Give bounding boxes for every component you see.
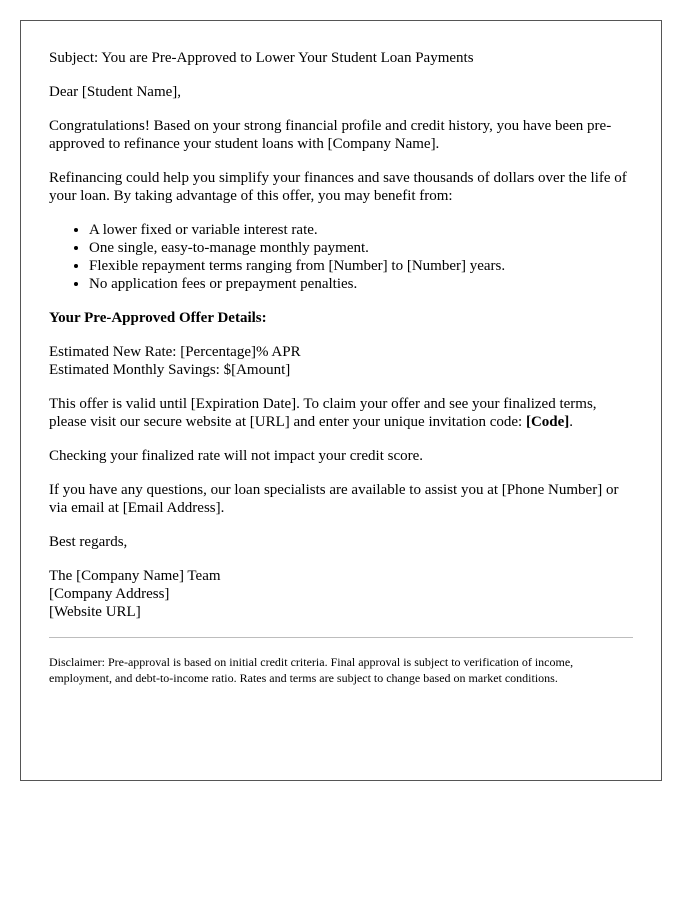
invitation-code: [Code]	[525, 414, 570, 430]
greeting: Dear [Student Name],	[49, 84, 182, 100]
signature-address: [Company Address]	[49, 586, 170, 602]
credit-note: Checking your finalized rate will not impact your credit score.	[49, 448, 424, 464]
offer-heading: Your Pre-Approved Offer Details:	[49, 310, 267, 326]
benefits-intro-paragraph: Refinancing could help you simplify your finances and save thousands of dollars over the life of your loan. By taking advantage of this offer, you may benefit from:	[49, 170, 627, 204]
closing: Best regards,	[49, 534, 128, 550]
signature-website: [Website URL]	[49, 604, 141, 620]
offer-details	[49, 343, 633, 379]
subject-line: Subject: You are Pre-Approved to Lower Your Student Loan Payments	[49, 50, 474, 66]
intro-paragraph: Congratulations! Based on your strong financial profile and credit history, you have been pre-approved to refinance your student loans with [Company Name].	[49, 118, 612, 152]
list-item: • One single, easy-to-manage monthly payment.	[89, 239, 633, 257]
signature-block	[49, 567, 633, 621]
contact-paragraph: If you have any questions, our loan specialists are available to assist you at [Phone Number] or via email at [Email Address].	[49, 482, 619, 516]
list-item: • No application fees or prepayment penalties.	[89, 275, 633, 293]
benefits-list	[49, 221, 633, 293]
letter-page	[20, 20, 662, 781]
claim-text: This offer is valid until [Expiration Date]. To claim your offer and see your finalized terms, please visit our secure website at [URL] and enter your unique invitation code:	[49, 396, 597, 430]
disclaimer: Disclaimer: Pre-approval is based on initial credit criteria. Final approval is subject to verification of income, employment, and debt-to-income ratio. Rates and terms are subject to change based on market conditions.	[49, 655, 574, 685]
signature-team: The [Company Name] Team	[49, 568, 221, 584]
claim-end: .	[569, 414, 574, 430]
offer-rate: Estimated New Rate: [Percentage]% APR	[49, 344, 301, 360]
offer-savings: Estimated Monthly Savings: $[Amount]	[49, 362, 291, 378]
claim-paragraph	[49, 395, 633, 431]
list-item: • A lower fixed or variable interest rate.	[89, 221, 633, 239]
list-item: • Flexible repayment terms ranging from [Number] to [Number] years.	[89, 257, 633, 275]
divider	[49, 637, 633, 638]
